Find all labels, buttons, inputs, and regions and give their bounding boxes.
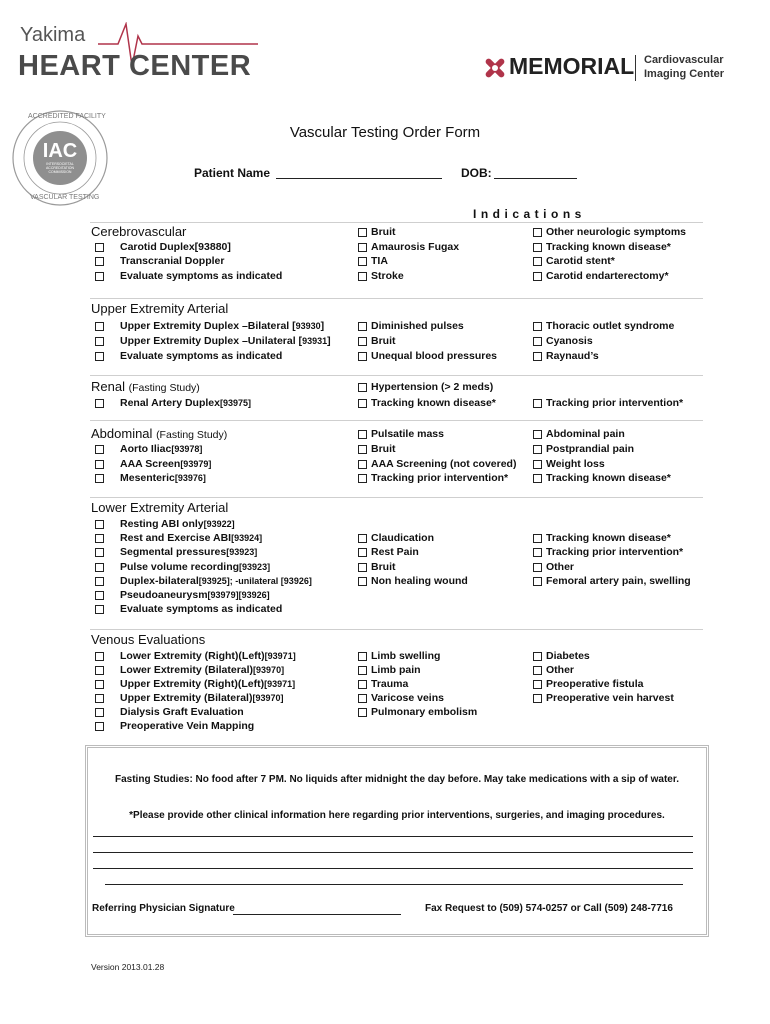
- item-label: Renal Artery Duplex: [120, 397, 220, 409]
- item-label: Tracking prior intervention*: [371, 472, 509, 484]
- checkbox[interactable]: [358, 228, 367, 237]
- cpt-code: [93970]: [252, 693, 284, 703]
- item-label: Tracking known disease*: [371, 397, 496, 409]
- version-text: Version 2013.01.28: [91, 962, 165, 972]
- checkbox[interactable]: [358, 708, 367, 717]
- cpt-code: [93922]: [203, 519, 235, 529]
- cpt-code: [93924]: [231, 533, 263, 543]
- brand-right: MEMORIAL: [509, 53, 635, 79]
- checkbox[interactable]: [95, 460, 104, 469]
- item-label: Diminished pulses: [371, 320, 464, 332]
- order-item[interactable]: [95, 270, 282, 282]
- item-label: Dialysis Graft Evaluation: [120, 706, 244, 718]
- indication-item[interactable]: [358, 664, 421, 676]
- order-item[interactable]: [95, 561, 270, 573]
- checkbox[interactable]: [95, 243, 104, 252]
- cpt-code: [93978]: [171, 444, 203, 454]
- order-item[interactable]: [95, 650, 296, 662]
- checkbox[interactable]: [95, 722, 104, 731]
- item-label: Rest and Exercise ABI: [120, 532, 232, 544]
- order-item[interactable]: [95, 443, 202, 455]
- checkbox[interactable]: [533, 460, 542, 469]
- indication-item[interactable]: [533, 397, 683, 409]
- checkbox[interactable]: [358, 694, 367, 703]
- item-label: Unequal blood pressures: [371, 350, 498, 362]
- order-item[interactable]: [95, 532, 262, 544]
- memorial-logo: [482, 52, 742, 84]
- item-label: Duplex-bilateral: [120, 575, 199, 587]
- checkbox[interactable]: [95, 548, 104, 557]
- checkbox[interactable]: [95, 337, 104, 346]
- checkbox[interactable]: [358, 337, 367, 346]
- item-label: Tracking known disease*: [546, 532, 671, 544]
- accreditation-seal: [10, 108, 110, 208]
- checkbox[interactable]: [358, 460, 367, 469]
- signature-label: Referring Physician Signature: [92, 903, 235, 914]
- cpt-code: [93923]: [226, 547, 258, 557]
- order-item[interactable]: [95, 546, 257, 558]
- indication-item[interactable]: [358, 443, 396, 455]
- item-label: Resting ABI only: [120, 518, 204, 530]
- checkbox[interactable]: [533, 228, 542, 237]
- item-label: ]: [327, 335, 331, 347]
- item-label: AAA Screening (not covered): [371, 458, 517, 470]
- item-label: Raynaud’s: [546, 350, 599, 362]
- checkbox[interactable]: [533, 666, 542, 675]
- item-label: Pulsatile mass: [371, 428, 444, 440]
- cpt-code: [93923]: [239, 562, 271, 572]
- order-item[interactable]: [95, 706, 244, 718]
- cpt-code: [93979]: [180, 459, 212, 469]
- indication-item[interactable]: [358, 458, 516, 470]
- checkbox[interactable]: [533, 445, 542, 454]
- checkbox[interactable]: [358, 322, 367, 331]
- item-label: Pulse volume recording: [120, 561, 240, 573]
- item-label: Amaurosis Fugax: [371, 241, 460, 253]
- order-item[interactable]: [95, 575, 312, 587]
- order-item[interactable]: [95, 603, 282, 615]
- item-label: Lower Extremity (Bilateral): [120, 664, 254, 676]
- order-item[interactable]: [95, 335, 331, 347]
- item-label: Claudication: [371, 532, 435, 544]
- indication-item[interactable]: [358, 650, 440, 662]
- checkbox[interactable]: [533, 680, 542, 689]
- indication-item[interactable]: [533, 678, 643, 690]
- brand-left-top: Yakima: [20, 24, 86, 46]
- order-item[interactable]: [95, 397, 251, 409]
- item-label: Other neurologic symptoms: [546, 226, 687, 238]
- clinical-info-line[interactable]: [105, 884, 683, 885]
- checkbox[interactable]: [358, 445, 367, 454]
- cpt-code: 93931: [302, 336, 328, 346]
- indication-item[interactable]: [358, 381, 493, 393]
- clinical-info-line[interactable]: [93, 868, 693, 869]
- indication-item[interactable]: [358, 532, 434, 544]
- order-item[interactable]: [95, 320, 324, 332]
- checkbox[interactable]: [358, 548, 367, 557]
- indication-item[interactable]: [358, 561, 396, 573]
- checkbox[interactable]: [358, 666, 367, 675]
- item-label: AAA Screen: [120, 458, 181, 470]
- checkbox[interactable]: [95, 591, 104, 600]
- heart-center-logo: [18, 22, 258, 82]
- item-label: Evaluate symptoms as indicated: [120, 270, 283, 282]
- item-label: Femoral artery pain, swelling: [546, 575, 691, 587]
- section-title-cerebrovascular: Cerebrovascular: [91, 224, 187, 239]
- dob-field[interactable]: [494, 178, 577, 179]
- clinical-info-line[interactable]: [93, 836, 693, 837]
- item-label: Upper Extremity Duplex –Unilateral [: [120, 335, 303, 347]
- checkbox[interactable]: [95, 605, 104, 614]
- order-item[interactable]: [95, 720, 254, 732]
- clinical-note: *Please provide other clinical information here regarding prior interventions, surgeries, and imaging procedures.: [129, 810, 665, 821]
- checkbox[interactable]: [533, 322, 542, 331]
- cpt-code: [93970]: [253, 665, 285, 675]
- cpt-code: [93925]; -unilateral [93926]: [198, 576, 312, 586]
- item-label: Tracking known disease*: [546, 241, 671, 253]
- cpt-code: 93930: [295, 321, 321, 331]
- checkbox[interactable]: [358, 383, 367, 392]
- checkbox[interactable]: [358, 652, 367, 661]
- checkbox[interactable]: [533, 694, 542, 703]
- item-label: TIA: [371, 255, 388, 267]
- indication-item[interactable]: [533, 546, 683, 558]
- checkbox[interactable]: [95, 708, 104, 717]
- order-item[interactable]: [95, 664, 284, 676]
- item-label: Segmental pressures: [120, 546, 227, 558]
- item-label: Limb swelling: [371, 650, 441, 662]
- indication-item[interactable]: [358, 546, 419, 558]
- checkbox[interactable]: [533, 272, 542, 281]
- checkbox[interactable]: [95, 257, 104, 266]
- indication-item[interactable]: [533, 255, 615, 267]
- checkbox[interactable]: [358, 534, 367, 543]
- item-label: Rest Pain: [371, 546, 419, 558]
- order-item[interactable]: [95, 589, 270, 601]
- item-label: Bruit: [371, 226, 396, 238]
- item-label: Bruit: [371, 443, 396, 455]
- checkbox[interactable]: [95, 272, 104, 281]
- item-label: Tracking prior intervention*: [546, 397, 684, 409]
- item-label: Pseudoaneurysm: [120, 589, 208, 601]
- item-label: Trauma: [371, 678, 409, 690]
- item-label: Non healing wound: [371, 575, 468, 587]
- section-title-renal: Renal (Fasting Study): [91, 379, 200, 394]
- order-item[interactable]: [95, 255, 224, 267]
- item-label: Preoperative Vein Mapping: [120, 720, 255, 732]
- item-label: Carotid endarterectomy*: [546, 270, 669, 282]
- checkbox[interactable]: [533, 652, 542, 661]
- section-title-venous: Venous Evaluations: [91, 632, 206, 647]
- order-item[interactable]: [95, 458, 211, 470]
- checkbox[interactable]: [95, 534, 104, 543]
- checkbox[interactable]: [358, 563, 367, 572]
- order-item[interactable]: [95, 350, 282, 362]
- seal-center-sub: INTERSOCIETAL ACCREDITATION COMMISSION: [45, 162, 75, 174]
- checkbox[interactable]: [533, 548, 542, 557]
- item-label: Bruit: [371, 335, 396, 347]
- indication-item[interactable]: [533, 241, 671, 253]
- cpt-code: [93975]: [219, 398, 252, 408]
- indication-item[interactable]: [358, 320, 464, 332]
- checkbox[interactable]: [533, 563, 542, 572]
- brand-right-sub1: Cardiovascular: [644, 54, 724, 66]
- fax-note: Fax Request to (509) 574-0257 or Call (509) 248-7716: [425, 903, 673, 914]
- item-label: Postprandial pain: [546, 443, 635, 455]
- indication-item[interactable]: [533, 320, 674, 332]
- order-item[interactable]: [95, 241, 231, 253]
- indication-item[interactable]: [358, 706, 477, 718]
- item-label: Transcranial Doppler: [120, 255, 225, 267]
- indication-item[interactable]: [358, 270, 404, 282]
- checkbox[interactable]: [533, 352, 542, 361]
- order-item[interactable]: [95, 678, 295, 690]
- indication-item[interactable]: [533, 650, 590, 662]
- indication-item[interactable]: [358, 241, 459, 253]
- order-item[interactable]: [95, 692, 284, 704]
- item-label: Mesenteric: [120, 472, 175, 484]
- indication-item[interactable]: [533, 458, 605, 470]
- cross-flower-icon: [482, 55, 508, 81]
- seal-center: IAC: [42, 140, 78, 162]
- checkbox[interactable]: [95, 577, 104, 586]
- item-label: Upper Extremity (Bilateral): [120, 692, 253, 704]
- clinical-info-line[interactable]: [93, 852, 693, 853]
- checkbox[interactable]: [358, 352, 367, 361]
- checkbox[interactable]: [358, 399, 367, 408]
- checkbox[interactable]: [358, 243, 367, 252]
- checkbox[interactable]: [533, 243, 542, 252]
- seal-bottom: VASCULAR TESTING: [30, 194, 100, 201]
- checkbox[interactable]: [95, 563, 104, 572]
- checkbox[interactable]: [95, 474, 104, 483]
- item-label: Upper Extremity Duplex –Bilateral [: [120, 320, 296, 332]
- checkbox[interactable]: [95, 666, 104, 675]
- checkbox[interactable]: [533, 399, 542, 408]
- indication-item[interactable]: [533, 575, 691, 587]
- order-item[interactable]: [95, 518, 235, 530]
- dob-label: DOB:: [461, 166, 492, 180]
- checkbox[interactable]: [95, 399, 104, 408]
- item-label: ]: [320, 320, 325, 332]
- item-label: Stroke: [371, 270, 404, 282]
- item-label: Bruit: [371, 561, 396, 573]
- indication-item[interactable]: [358, 428, 444, 440]
- indication-item[interactable]: [358, 226, 396, 238]
- item-label: Cyanosis: [546, 335, 593, 347]
- indication-item[interactable]: [533, 335, 593, 347]
- item-label: Hypertension (> 2 meds): [371, 381, 494, 393]
- checkbox[interactable]: [95, 352, 104, 361]
- item-label: Evaluate symptoms as indicated: [120, 603, 283, 615]
- item-label: Abdominal pain: [546, 428, 625, 440]
- indication-item[interactable]: [358, 678, 408, 690]
- brand-left-bottom: HEART CENTER: [18, 50, 252, 82]
- checkbox[interactable]: [533, 577, 542, 586]
- checkbox[interactable]: [358, 680, 367, 689]
- fasting-note: Fasting Studies: No food after 7 PM. No liquids after midnight the day before. May take medications with a sip of water.: [115, 774, 679, 785]
- indication-item[interactable]: [533, 532, 671, 544]
- section-title-upper-extremity: Upper Extremity Arterial: [91, 301, 229, 316]
- checkbox[interactable]: [533, 337, 542, 346]
- item-label: Evaluate symptoms as indicated: [120, 350, 283, 362]
- indications-heading: Indications: [473, 207, 586, 221]
- section-title-lower-extremity: Lower Extremity Arterial: [91, 500, 229, 515]
- checkbox[interactable]: [95, 694, 104, 703]
- item-label: Carotid Duplex[93880]: [120, 241, 231, 253]
- indication-item[interactable]: [358, 692, 444, 704]
- brand-right-sub2: Imaging Center: [644, 68, 725, 80]
- checkbox[interactable]: [95, 520, 104, 529]
- item-label: Other: [546, 561, 575, 573]
- cpt-code: [93976]: [174, 473, 206, 483]
- checkbox[interactable]: [358, 577, 367, 586]
- indication-item[interactable]: [533, 443, 634, 455]
- checkbox[interactable]: [358, 430, 367, 439]
- checkbox[interactable]: [533, 474, 542, 483]
- checkbox[interactable]: [358, 474, 367, 483]
- section-title-abdominal: Abdominal (Fasting Study): [91, 426, 228, 441]
- indication-item[interactable]: [533, 664, 574, 676]
- checkbox[interactable]: [533, 430, 542, 439]
- item-label: Carotid stent*: [546, 255, 615, 267]
- indication-item[interactable]: [533, 692, 674, 704]
- cpt-code: [93971]: [264, 651, 296, 661]
- indication-item[interactable]: [533, 226, 686, 238]
- indication-item[interactable]: [358, 472, 508, 484]
- item-label: Preoperative fistula: [546, 678, 644, 690]
- item-label: Weight loss: [546, 458, 605, 470]
- indication-item[interactable]: [533, 561, 574, 573]
- checkbox[interactable]: [95, 322, 104, 331]
- item-label: Diabetes: [546, 650, 590, 662]
- indication-item[interactable]: [358, 350, 497, 362]
- indication-item[interactable]: [358, 575, 468, 587]
- signature-field[interactable]: [233, 914, 401, 915]
- indication-item[interactable]: [533, 428, 625, 440]
- seal-top: ACCREDITED FACILITY: [28, 113, 106, 120]
- item-label: Aorto Iliac: [120, 443, 172, 455]
- item-label: Lower Extremity (Right)(Left): [120, 650, 265, 662]
- item-label: Other: [546, 664, 575, 676]
- item-label: Thoracic outlet syndrome: [546, 320, 675, 332]
- form-title: Vascular Testing Order Form: [289, 124, 481, 141]
- indication-item[interactable]: [358, 335, 396, 347]
- indication-item[interactable]: [533, 350, 599, 362]
- indication-item[interactable]: [358, 255, 388, 267]
- patient-name-label: Patient Name: [194, 166, 271, 180]
- checkbox[interactable]: [95, 445, 104, 454]
- checkbox[interactable]: [533, 257, 542, 266]
- checkbox[interactable]: [533, 534, 542, 543]
- item-label: Varicose veins: [371, 692, 444, 704]
- item-label: Tracking known disease*: [546, 472, 671, 484]
- item-label: Limb pain: [371, 664, 421, 676]
- checkbox[interactable]: [358, 257, 367, 266]
- item-label: Tracking prior intervention*: [546, 546, 684, 558]
- cpt-code: [93979][93926]: [207, 590, 270, 600]
- order-item[interactable]: [95, 472, 206, 484]
- indication-item[interactable]: [358, 397, 496, 409]
- item-label: Pulmonary embolism: [371, 706, 478, 718]
- item-label: Upper Extremity (Right)(Left): [120, 678, 265, 690]
- patient-name-field[interactable]: [276, 178, 442, 179]
- checkbox[interactable]: [358, 272, 367, 281]
- indication-item[interactable]: [533, 270, 669, 282]
- checkbox[interactable]: [95, 652, 104, 661]
- checkbox[interactable]: [95, 680, 104, 689]
- cpt-code: [93971]: [264, 679, 296, 689]
- indication-item[interactable]: [533, 472, 671, 484]
- item-label: Preoperative vein harvest: [546, 692, 674, 704]
